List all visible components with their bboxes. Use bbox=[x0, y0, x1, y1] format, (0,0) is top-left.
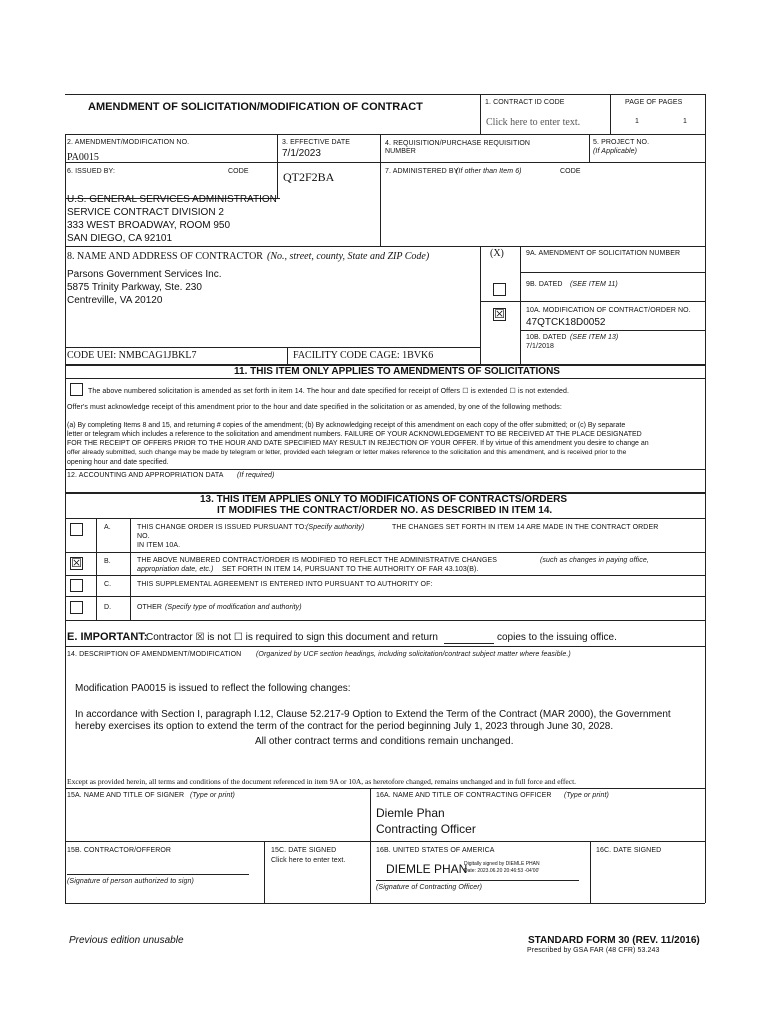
contractor-line3: Centreville, VA 20120 bbox=[67, 295, 163, 306]
row-divider bbox=[65, 469, 705, 470]
item-11-checkbox[interactable] bbox=[70, 383, 83, 396]
item-13a-text3: NO. bbox=[137, 533, 150, 540]
contractor-facility-code: FACILITY CODE CAGE: 1BVK6 bbox=[293, 350, 434, 361]
row-divider bbox=[65, 162, 705, 163]
item-13-title2: IT MODIFIES THE CONTRACT/ORDER NO. AS DESCRIBED IN ITEM 14. bbox=[217, 505, 553, 516]
page-number: 1 bbox=[635, 118, 639, 125]
item-11-para-c: FOR THE RECEIPT OF OFFERS PRIOR TO THE HOUR AND DATE SPECIFIED MAY RESULT IN REJECTION OF YOUR OFFER. If by virtue of this amendment you desire to change an bbox=[67, 440, 649, 447]
issued-code-value: QT2F2BA bbox=[283, 170, 335, 184]
issuer-line2: SERVICE CONTRACT DIVISION 2 bbox=[67, 207, 224, 218]
issuer-line3: 333 WEST BROADWAY, ROOM 950 bbox=[67, 220, 231, 231]
contractor-label-note: (No., street, county, State and ZIP Code) bbox=[267, 251, 430, 262]
row-divider bbox=[65, 788, 705, 789]
divider bbox=[480, 246, 481, 364]
item-15b-sig-caption: (Signature of person authorized to sign) bbox=[67, 878, 194, 885]
item-15b-label: 15B. CONTRACTOR/OFFEROR bbox=[67, 847, 172, 854]
contract-id-field[interactable]: Click here to enter text. bbox=[486, 117, 581, 128]
row-divider bbox=[65, 903, 705, 904]
item-9a-label: 9A. AMENDMENT OF SOLICITATION NUMBER bbox=[526, 250, 681, 257]
item-13a-text4: IN ITEM 10A. bbox=[137, 542, 181, 549]
item-9b-label: 9B. DATED bbox=[526, 281, 563, 288]
divider bbox=[380, 134, 381, 246]
item-14-para2b: hereby exercises its option to extend the term of the contract for the period beginning July 1, 2023 through June 30, 2028. bbox=[75, 721, 614, 732]
issued-code-label: CODE bbox=[228, 168, 249, 175]
amendment-no-label: 2. AMENDMENT/MODIFICATION NO. bbox=[67, 139, 190, 146]
divider bbox=[590, 841, 591, 903]
border-top bbox=[65, 94, 705, 95]
administered-code-label: CODE bbox=[560, 168, 581, 175]
amendment-no-value: PA0015 bbox=[67, 152, 99, 163]
row-divider bbox=[520, 272, 705, 273]
item-16c-label: 16C. DATE SIGNED bbox=[596, 847, 662, 854]
important-label: E. IMPORTANT: bbox=[67, 631, 148, 643]
row-divider bbox=[65, 575, 705, 576]
item-13a-note: (Specify authority) bbox=[306, 524, 365, 531]
item-14-para2a: In accordance with Section I, paragraph I.12, Clause 52.217-9 Option to Extend the Term of the Contract (MAR 2000), the Government bbox=[75, 709, 671, 720]
issued-by-label: 6. ISSUED BY: bbox=[67, 168, 115, 175]
issuer-line4: SAN DIEGO, CA 92101 bbox=[67, 233, 173, 244]
divider bbox=[480, 94, 481, 134]
contract-id-label: 1. CONTRACT ID CODE bbox=[485, 99, 565, 106]
except-line: Except as provided herein, all terms and conditions of the document referenced in item 9A or 10A, as heretofore changed, remains unchanged and in full force and effect. bbox=[67, 777, 577, 786]
form-title: AMENDMENT OF SOLICITATION/MODIFICATION OF CONTRACT bbox=[88, 101, 423, 113]
contractor-line1: Parsons Government Services Inc. bbox=[67, 269, 222, 280]
item-10a-label: 10A. MODIFICATION OF CONTRACT/ORDER NO. bbox=[526, 307, 691, 314]
footer-prescribed: Prescribed by GSA FAR (48 CFR) 53.243 bbox=[527, 947, 660, 954]
footer-left: Previous edition unusable bbox=[69, 935, 184, 946]
item-13a-checkbox[interactable] bbox=[70, 523, 83, 536]
item-12-note: (If required) bbox=[237, 472, 275, 479]
item-14-label: 14. DESCRIPTION OF AMENDMENT/MODIFICATION bbox=[67, 651, 242, 658]
important-text: Contractor ☒ is not ☐ is required to sign this document and return bbox=[146, 632, 438, 643]
row-divider bbox=[65, 646, 705, 647]
footer-form-number: STANDARD FORM 30 (REV. 11/2016) bbox=[528, 935, 700, 946]
item-11-para-b: letter or telegram which includes a reference to the solicitation and amendment numbers. FAILURE OF YOUR ACKNOWLEDGEMENT TO BE RECEIVED AT THE PLACE DESIGNATED bbox=[67, 431, 642, 438]
row-divider bbox=[520, 330, 705, 331]
item-15c-value[interactable]: Click here to enter text. bbox=[271, 857, 346, 864]
item-13a-text2: THE CHANGES SET FORTH IN ITEM 14 ARE MADE IN THE CONTRACT ORDER bbox=[392, 524, 659, 531]
item-9b-note: (SEE ITEM 11) bbox=[570, 281, 618, 288]
divider bbox=[589, 134, 590, 162]
item-16a-note: (Type or print) bbox=[564, 792, 609, 799]
divider bbox=[277, 134, 278, 198]
item-10b-value: 7/1/2018 bbox=[526, 343, 555, 350]
pages-total: 1 bbox=[683, 118, 687, 125]
item-10b-note: (SEE ITEM 13) bbox=[570, 334, 619, 341]
item-10a-value: 47QTCK18D0052 bbox=[526, 317, 606, 328]
item-13d-letter: D. bbox=[104, 604, 112, 611]
page-of-pages-label: PAGE OF PAGES bbox=[625, 99, 683, 106]
item-13b-text2: SET FORTH IN ITEM 14, PURSUANT TO THE AUTHORITY OF FAR 43.103(B). bbox=[222, 566, 479, 573]
divider bbox=[130, 518, 131, 620]
effective-date-value: 7/1/2023 bbox=[282, 148, 321, 159]
contractor-uei: CODE UEI: NMBCAG1JBKL7 bbox=[67, 350, 197, 361]
item-13-title1: 13. THIS ITEM APPLIES ONLY TO MODIFICATIONS OF CONTRACTS/ORDERS bbox=[200, 494, 568, 505]
item-13a-text1: THIS CHANGE ORDER IS ISSUED PURSUANT TO: bbox=[137, 524, 307, 531]
item-11-para-e: opening hour and date specified. bbox=[67, 459, 169, 466]
item-13a-letter: A. bbox=[104, 524, 111, 531]
administered-by-note: (If other than Item 6) bbox=[456, 168, 522, 175]
item-13b-text1: THE ABOVE NUMBERED CONTRACT/ORDER IS MODIFIED TO REFLECT THE ADMINISTRATIVE CHANGES bbox=[137, 557, 498, 564]
item-13c-letter: C. bbox=[104, 581, 112, 588]
item-11-line2: Offer's must acknowledge receipt of this amendment prior to the hour and date specified in the solicitation or as amended, by one of the following methods: bbox=[67, 404, 562, 411]
divider bbox=[287, 347, 288, 364]
item-13c-checkbox[interactable] bbox=[70, 579, 83, 592]
item-13c-text1: THIS SUPPLEMENTAL AGREEMENT IS ENTERED INTO PURSUANT TO AUTHORITY OF: bbox=[137, 581, 433, 588]
administered-by-label: 7. ADMINISTERED BY bbox=[385, 168, 459, 175]
item-13b-note: (such as changes in paying office, bbox=[540, 557, 649, 564]
border-right bbox=[705, 94, 706, 903]
digital-signature-line1: Digitally signed by DIEMLE PHAN bbox=[464, 861, 540, 867]
item-16a-label: 16A. NAME AND TITLE OF CONTRACTING OFFICER bbox=[376, 792, 552, 799]
signature-line bbox=[67, 874, 249, 875]
divider bbox=[264, 841, 265, 903]
requisition-label: 4. REQUISITION/PURCHASE REQUISITION NUMBER bbox=[385, 140, 531, 155]
item-13d-text1: OTHER bbox=[137, 604, 162, 611]
item-14-note: (Organized by UCF section headings, including solicitation/contract subject matter where feasible.) bbox=[256, 651, 571, 658]
divider bbox=[520, 246, 521, 364]
contractor-line2: 5875 Trinity Parkway, Ste. 230 bbox=[67, 282, 202, 293]
row-divider bbox=[65, 620, 705, 621]
effective-date-label: 3. EFFECTIVE DATE bbox=[282, 139, 351, 146]
important-text2: copies to the issuing office. bbox=[497, 632, 617, 643]
digital-signature-line2: Date: 2023.06.20 20:46:53 -04'00' bbox=[464, 868, 540, 874]
item-13d-checkbox[interactable] bbox=[70, 601, 83, 614]
item-14-para3: All other contract terms and conditions remain unchanged. bbox=[255, 736, 514, 747]
item-15c-label: 15C. DATE SIGNED bbox=[271, 847, 337, 854]
contracting-officer-signature: DIEMLE PHAN bbox=[386, 862, 468, 876]
item-11-para-d: offer already submitted, such change may be made by telegram or letter, provided each telegram or letter makes reference to the solicitation and this amendment, and is received prior to the bbox=[67, 449, 627, 456]
x-mark-label: (X) bbox=[490, 248, 504, 259]
item-11-line1: The above numbered solicitation is amended as set forth in item 14. The hour and date specified for receipt of Offers ☐ is extended ☐ is not extended. bbox=[88, 388, 570, 395]
item-13b-checkbox[interactable]: ☒ bbox=[71, 556, 82, 570]
contractor-label: 8. NAME AND ADDRESS OF CONTRACTOR bbox=[67, 251, 263, 262]
row-divider bbox=[65, 378, 705, 379]
row-divider bbox=[65, 134, 705, 135]
copies-blank bbox=[444, 643, 494, 644]
item-15a-note: (Type or print) bbox=[190, 792, 235, 799]
issuer-line1: U.S. GENERAL SERVICES ADMINISTRATION bbox=[67, 194, 277, 205]
item-13b-letter: B. bbox=[104, 558, 111, 565]
item-15a-label: 15A. NAME AND TITLE OF SIGNER bbox=[67, 792, 185, 799]
row-divider bbox=[65, 518, 705, 519]
item-10b-label: 10B. DATED bbox=[526, 334, 567, 341]
divider bbox=[370, 788, 371, 903]
item-10a-checkbox[interactable]: ☒ bbox=[494, 307, 505, 321]
row-divider bbox=[65, 347, 480, 348]
contracting-officer-title: Contracting Officer bbox=[376, 822, 476, 836]
divider bbox=[96, 518, 97, 620]
project-no-label: 5. PROJECT NO. bbox=[593, 139, 650, 146]
divider bbox=[610, 94, 611, 134]
row-divider bbox=[65, 841, 705, 842]
item-12-label: 12. ACCOUNTING AND APPROPRIATION DATA bbox=[67, 472, 224, 479]
project-no-note: (If Applicable) bbox=[593, 148, 638, 155]
contracting-officer-name: Diemle Phan bbox=[376, 806, 445, 820]
signature-line bbox=[376, 880, 579, 881]
row-divider bbox=[480, 301, 705, 302]
item-13d-note: (Specify type of modification and authority) bbox=[165, 604, 302, 611]
border-left bbox=[65, 134, 66, 903]
row-divider bbox=[65, 246, 705, 247]
row-divider bbox=[65, 596, 705, 597]
item-11-title: 11. THIS ITEM ONLY APPLIES TO AMENDMENTS OF SOLICITATIONS bbox=[234, 366, 560, 377]
item-14-para1: Modification PA0015 is issued to reflect the following changes: bbox=[75, 683, 351, 694]
item-16b-label: 16B. UNITED STATES OF AMERICA bbox=[376, 847, 495, 854]
item-16b-sig-caption: (Signature of Contracting Officer) bbox=[376, 884, 483, 891]
item-11-para-a: (a) By completing Items 8 and 15, and returning # copies of the amendment; (b) By acknowledging receipt of this amendment on each copy of the offer submitted; or (c) By separate bbox=[67, 422, 626, 429]
item-9b-checkbox[interactable] bbox=[493, 283, 506, 296]
row-divider bbox=[65, 552, 705, 553]
item-13b-note2: appropriation date, etc.) bbox=[137, 566, 214, 573]
